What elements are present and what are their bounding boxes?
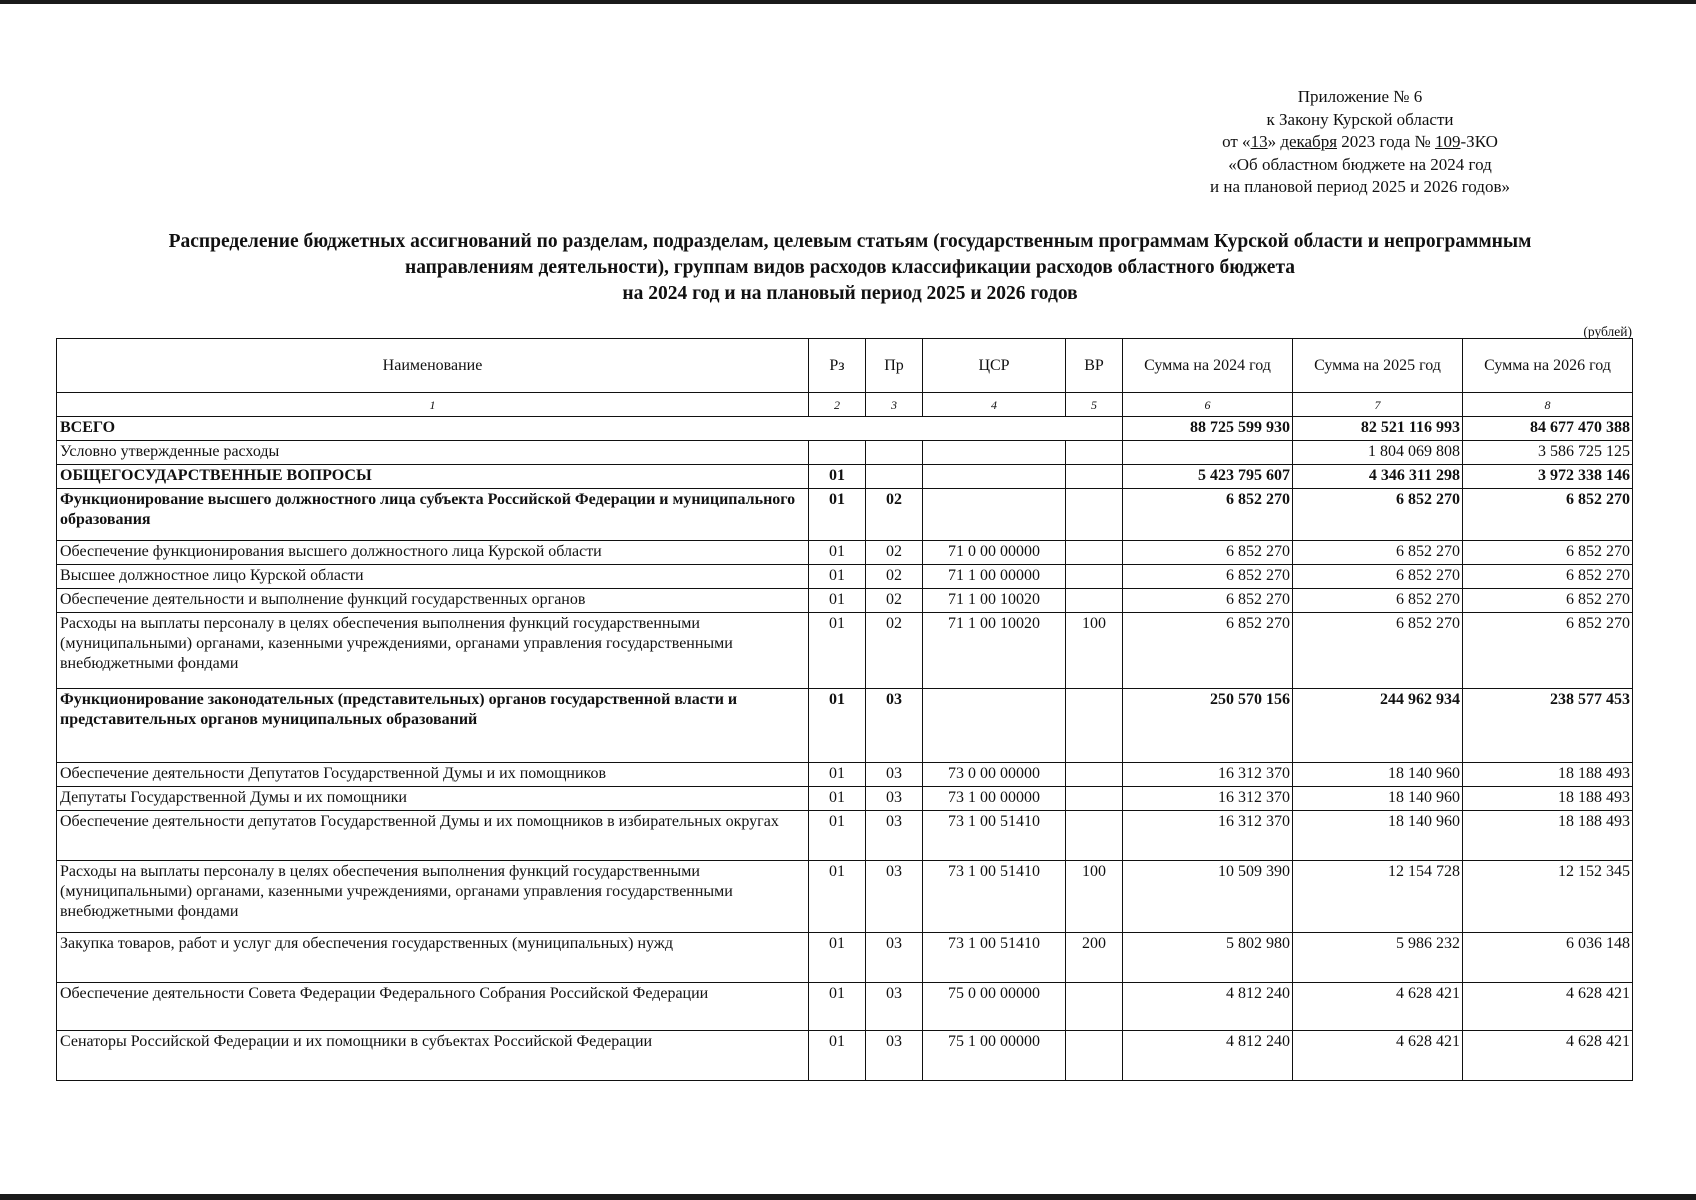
row-csr: 75 1 00 00000 [923, 1031, 1066, 1081]
row-sum-2025: 4 628 421 [1293, 1031, 1463, 1081]
appendix-line-5: и на плановой период 2025 и 2026 годов» [1210, 177, 1510, 196]
column-number: 2 [809, 393, 866, 417]
header-row [57, 339, 1633, 393]
table-row [57, 763, 1633, 787]
row-vr [1066, 811, 1123, 861]
row-rz: 01 [809, 689, 866, 763]
table-row [57, 613, 1633, 689]
scan-edge-bottom [0, 1194, 1696, 1200]
row-vr: 200 [1066, 933, 1123, 983]
row-rz: 01 [809, 933, 866, 983]
row-sum-2024: 6 852 270 [1123, 565, 1293, 589]
header-pr: Пр [866, 339, 923, 393]
row-csr: 73 1 00 00000 [923, 787, 1066, 811]
row-pr [866, 465, 923, 489]
appendix-line-3 [1150, 131, 1570, 154]
row-vr [1066, 489, 1123, 541]
row-sum-2025: 1 804 069 808 [1293, 441, 1463, 465]
row-sum-2024: 4 812 240 [1123, 983, 1293, 1031]
row-sum-2025: 12 154 728 [1293, 861, 1463, 933]
header-sum-2025: Сумма на 2025 год [1293, 339, 1463, 393]
row-sum-2026: 238 577 453 [1463, 689, 1633, 763]
row-pr: 02 [866, 489, 923, 541]
row-name: Расходы на выплаты персоналу в целях обеспечения выполнения функций государственными (муниципальными) органами, казенными учреждениями, органами управления государственными внебюджетными фондами [57, 613, 809, 689]
row-csr: 73 1 00 51410 [923, 811, 1066, 861]
total-sum-2025: 82 521 116 993 [1293, 417, 1463, 441]
row-csr: 71 1 00 10020 [923, 589, 1066, 613]
row-vr [1066, 441, 1123, 465]
appendix-header [1150, 86, 1570, 199]
row-pr: 03 [866, 787, 923, 811]
appendix-line-4: «Об областном бюджете на 2024 год [1228, 154, 1492, 174]
row-csr: 71 0 00 00000 [923, 541, 1066, 565]
date-year: 2023 года № [1337, 132, 1436, 151]
row-rz: 01 [809, 589, 866, 613]
row-name: Высшее должностное лицо Курской области [57, 565, 809, 589]
total-row [57, 417, 1633, 441]
header-sum-2026: Сумма на 2026 год [1463, 339, 1633, 393]
table-row [57, 811, 1633, 861]
column-number: 1 [57, 393, 809, 417]
column-number: 5 [1066, 393, 1123, 417]
row-pr: 03 [866, 689, 923, 763]
row-pr: 03 [866, 1031, 923, 1081]
row-pr: 02 [866, 565, 923, 589]
row-sum-2025: 6 852 270 [1293, 565, 1463, 589]
row-name: Обеспечение деятельности депутатов Государственной Думы и их помощников в избирательных округах [57, 811, 809, 861]
document-title [60, 229, 1640, 307]
row-vr [1066, 763, 1123, 787]
row-rz: 01 [809, 541, 866, 565]
row-name: Закупка товаров, работ и услуг для обеспечения государственных (муниципальных) нужд [57, 933, 809, 983]
law-suffix: -ЗКО [1460, 132, 1498, 151]
row-rz: 01 [809, 465, 866, 489]
row-name: Обеспечение деятельности Совета Федерации Федерального Собрания Российской Федерации [57, 983, 809, 1031]
row-sum-2024 [1123, 441, 1293, 465]
row-vr [1066, 689, 1123, 763]
budget-table [56, 338, 1633, 1081]
row-pr: 03 [866, 983, 923, 1031]
row-pr [866, 441, 923, 465]
row-pr: 02 [866, 541, 923, 565]
row-vr: 100 [1066, 613, 1123, 689]
column-number: 6 [1123, 393, 1293, 417]
row-csr: 73 0 00 00000 [923, 763, 1066, 787]
row-sum-2025: 6 852 270 [1293, 589, 1463, 613]
row-sum-2024: 6 852 270 [1123, 589, 1293, 613]
row-vr [1066, 1031, 1123, 1081]
column-number: 8 [1463, 393, 1633, 417]
table-row [57, 541, 1633, 565]
row-sum-2026: 4 628 421 [1463, 1031, 1633, 1081]
row-sum-2026: 18 188 493 [1463, 763, 1633, 787]
row-name: Функционирование высшего должностного лица субъекта Российской Федерации и муниципального образования [57, 489, 809, 541]
header-name: Наименование [57, 339, 809, 393]
row-sum-2025: 18 140 960 [1293, 787, 1463, 811]
date-day: 13 [1250, 132, 1268, 151]
total-sum-2024: 88 725 599 930 [1123, 417, 1293, 441]
units-label: (рублей) [1583, 324, 1632, 339]
row-csr [923, 689, 1066, 763]
row-sum-2024: 5 802 980 [1123, 933, 1293, 983]
row-name: ОБЩЕГОСУДАРСТВЕННЫЕ ВОПРОСЫ [57, 465, 809, 489]
row-sum-2026: 6 852 270 [1463, 489, 1633, 541]
row-name: Обеспечение деятельности Депутатов Государственной Думы и их помощников [57, 763, 809, 787]
row-vr [1066, 465, 1123, 489]
row-vr [1066, 787, 1123, 811]
row-csr: 73 1 00 51410 [923, 933, 1066, 983]
row-sum-2026: 6 852 270 [1463, 565, 1633, 589]
row-name: Депутаты Государственной Думы и их помощники [57, 787, 809, 811]
header-csr: ЦСР [923, 339, 1066, 393]
row-vr [1066, 541, 1123, 565]
title-line-1: Распределение бюджетных ассигнований по разделам, подразделам, целевым статьям (государственным программам Курской области и непрограммным [168, 231, 1532, 252]
row-sum-2026: 6 852 270 [1463, 589, 1633, 613]
row-sum-2025: 244 962 934 [1293, 689, 1463, 763]
row-sum-2026: 6 852 270 [1463, 613, 1633, 689]
date-month: декабря [1280, 132, 1338, 151]
row-name: Расходы на выплаты персоналу в целях обеспечения выполнения функций государственными (муниципальными) органами, казенными учреждениями, органами управления государственными внебюджетными фондами [57, 861, 809, 933]
row-sum-2024: 16 312 370 [1123, 811, 1293, 861]
row-sum-2025: 5 986 232 [1293, 933, 1463, 983]
title-line-2: направлениям деятельности), группам видов расходов классификации расходов областного бюджета [404, 257, 1296, 278]
row-sum-2026: 18 188 493 [1463, 787, 1633, 811]
row-csr: 75 0 00 00000 [923, 983, 1066, 1031]
row-sum-2026: 3 586 725 125 [1463, 441, 1633, 465]
row-sum-2025: 18 140 960 [1293, 811, 1463, 861]
table-row [57, 933, 1633, 983]
row-rz: 01 [809, 1031, 866, 1081]
row-rz: 01 [809, 489, 866, 541]
row-sum-2024: 6 852 270 [1123, 489, 1293, 541]
row-name: Обеспечение деятельности и выполнение функций государственных органов [57, 589, 809, 613]
row-sum-2025: 6 852 270 [1293, 489, 1463, 541]
table-row [57, 689, 1633, 763]
row-sum-2024: 10 509 390 [1123, 861, 1293, 933]
row-pr: 02 [866, 589, 923, 613]
row-sum-2024: 16 312 370 [1123, 763, 1293, 787]
header-sum-2024: Сумма на 2024 год [1123, 339, 1293, 393]
row-sum-2025: 18 140 960 [1293, 763, 1463, 787]
row-sum-2026: 6 852 270 [1463, 541, 1633, 565]
row-rz: 01 [809, 763, 866, 787]
row-rz: 01 [809, 861, 866, 933]
row-sum-2024: 6 852 270 [1123, 613, 1293, 689]
row-csr [923, 465, 1066, 489]
row-sum-2026: 3 972 338 146 [1463, 465, 1633, 489]
row-pr: 03 [866, 933, 923, 983]
column-number: 3 [866, 393, 923, 417]
row-rz: 01 [809, 613, 866, 689]
row-sum-2025: 6 852 270 [1293, 541, 1463, 565]
header-vr: ВР [1066, 339, 1123, 393]
row-sum-2025: 4 628 421 [1293, 983, 1463, 1031]
column-number: 7 [1293, 393, 1463, 417]
row-rz: 01 [809, 787, 866, 811]
row-name: Обеспечение функционирования высшего должностного лица Курской области [57, 541, 809, 565]
row-pr: 02 [866, 613, 923, 689]
row-sum-2026: 12 152 345 [1463, 861, 1633, 933]
row-pr: 03 [866, 811, 923, 861]
row-sum-2026: 4 628 421 [1463, 983, 1633, 1031]
row-sum-2024: 6 852 270 [1123, 541, 1293, 565]
row-csr: 71 1 00 10020 [923, 613, 1066, 689]
row-csr [923, 441, 1066, 465]
row-vr [1066, 565, 1123, 589]
table-row [57, 565, 1633, 589]
row-rz: 01 [809, 983, 866, 1031]
column-number-row [57, 393, 1633, 417]
header-rz: Рз [809, 339, 866, 393]
row-pr: 03 [866, 763, 923, 787]
row-pr: 03 [866, 861, 923, 933]
row-sum-2024: 250 570 156 [1123, 689, 1293, 763]
table-row [57, 489, 1633, 541]
table-row [57, 1031, 1633, 1081]
table-row [57, 983, 1633, 1031]
total-label: ВСЕГО [57, 417, 1123, 441]
row-rz [809, 441, 866, 465]
title-line-3: на 2024 год и на плановый период 2025 и 2026 годов [622, 283, 1078, 304]
row-csr: 71 1 00 00000 [923, 565, 1066, 589]
row-name: Функционирование законодательных (представительных) органов государственной власти и представительных органов муниципальных образований [57, 689, 809, 763]
date-mid: » [1267, 132, 1281, 151]
row-vr: 100 [1066, 861, 1123, 933]
appendix-line-1: Приложение № 6 [1297, 87, 1423, 106]
row-name: Условно утвержденные расходы [57, 441, 809, 465]
table-row [57, 787, 1633, 811]
row-csr [923, 489, 1066, 541]
table-row [57, 441, 1633, 465]
row-vr [1066, 589, 1123, 613]
row-rz: 01 [809, 811, 866, 861]
row-rz: 01 [809, 565, 866, 589]
table-row [57, 465, 1633, 489]
total-sum-2026: 84 677 470 388 [1463, 417, 1633, 441]
date-prefix: от « [1222, 132, 1251, 151]
row-name: Сенаторы Российской Федерации и их помощники в субъектах Российской Федерации [57, 1031, 809, 1081]
table-row [57, 589, 1633, 613]
appendix-line-2: к Закону Курской области [1266, 109, 1454, 129]
row-sum-2025: 4 346 311 298 [1293, 465, 1463, 489]
row-sum-2026: 18 188 493 [1463, 811, 1633, 861]
table-row [57, 861, 1633, 933]
row-vr [1066, 983, 1123, 1031]
scan-edge-top [0, 0, 1696, 4]
row-sum-2024: 16 312 370 [1123, 787, 1293, 811]
column-number: 4 [923, 393, 1066, 417]
row-sum-2024: 4 812 240 [1123, 1031, 1293, 1081]
row-sum-2024: 5 423 795 607 [1123, 465, 1293, 489]
row-sum-2026: 6 036 148 [1463, 933, 1633, 983]
row-sum-2025: 6 852 270 [1293, 613, 1463, 689]
law-number: 109 [1435, 132, 1461, 151]
row-csr: 73 1 00 51410 [923, 861, 1066, 933]
